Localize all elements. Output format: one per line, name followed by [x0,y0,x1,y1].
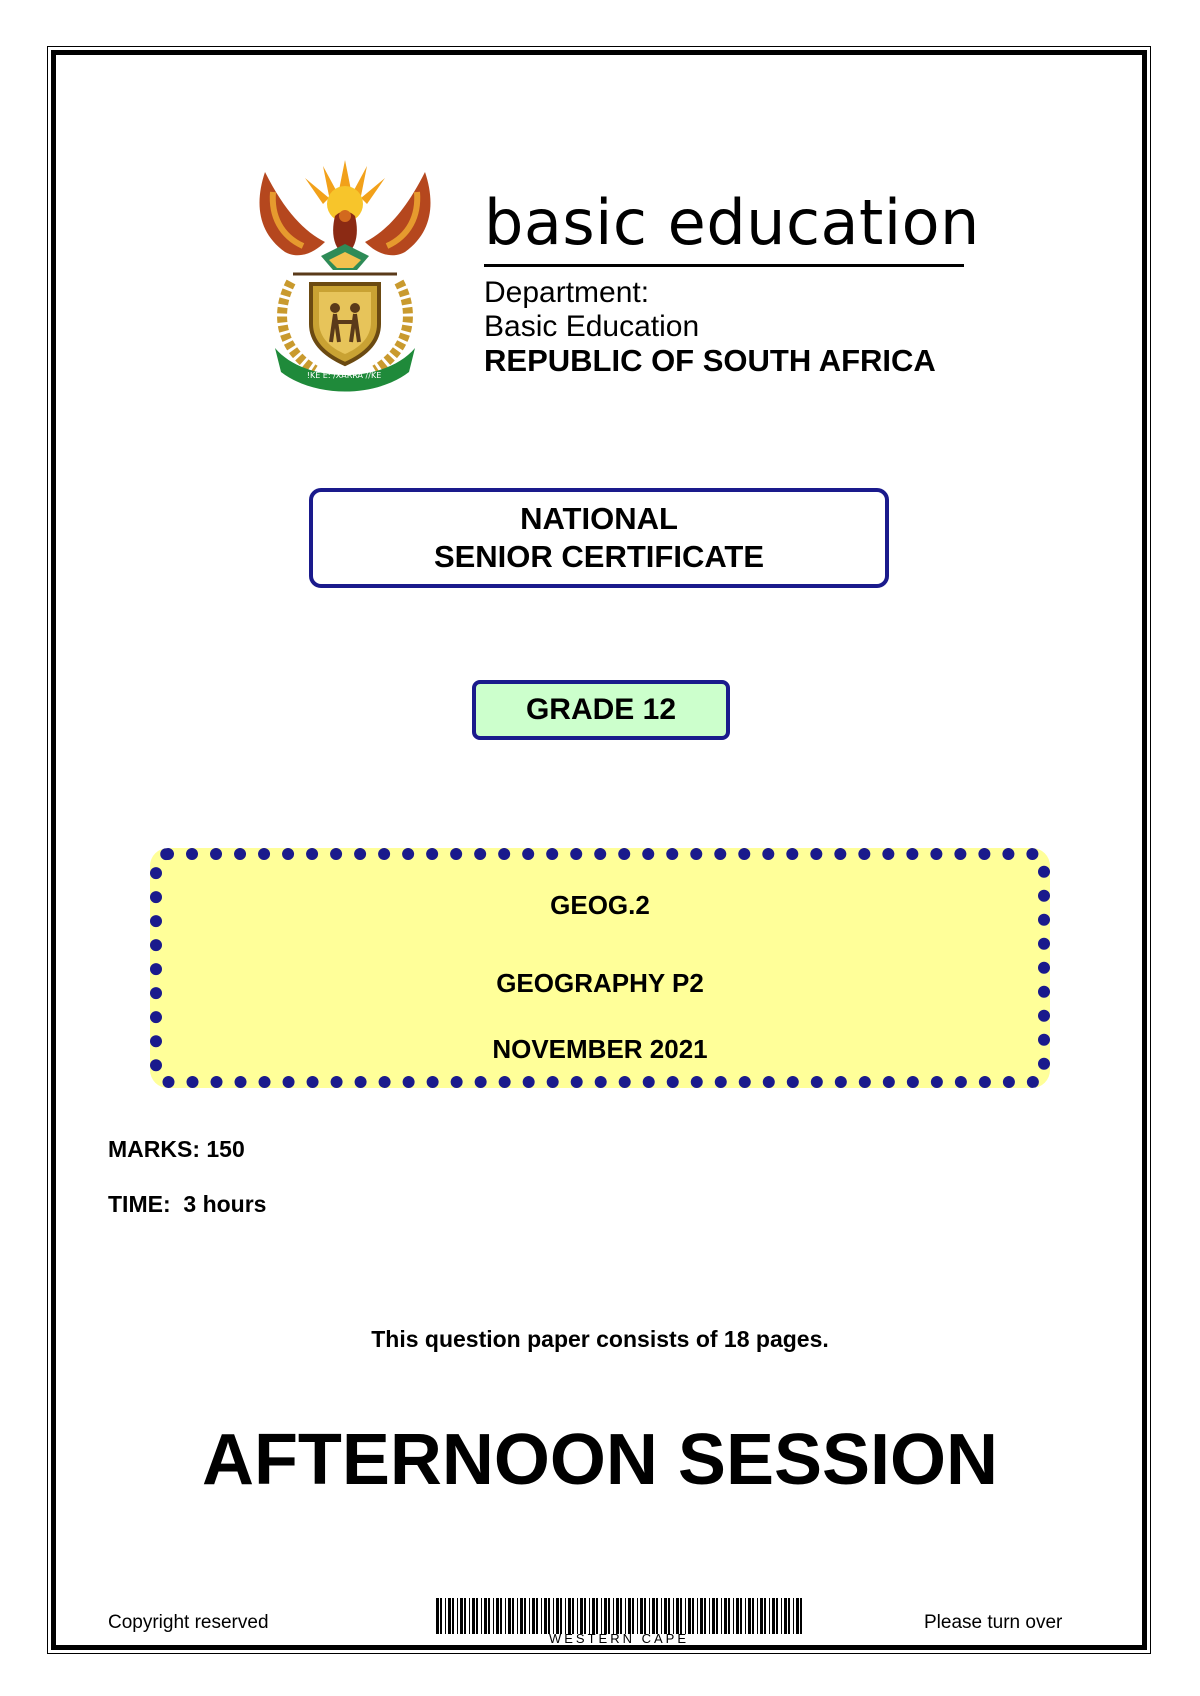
time-row [108,1193,266,1216]
turn-over-text: Please turn over [924,1612,1063,1633]
barcode [436,1598,802,1634]
subject-box [150,848,1050,1088]
exam-date: NOVEMBER 2021 [492,1034,708,1064]
grade-box [472,680,730,740]
country-name: REPUBLIC OF SOUTH AFRICA [484,343,936,378]
department-label: Department: [484,276,650,309]
coat-of-arms-logo [245,152,445,392]
certificate-line-1: NATIONAL [520,501,678,536]
certificate-box [309,488,889,588]
subject-name: GEOGRAPHY P2 [496,968,704,998]
brand-title: basic education [484,186,980,259]
copyright-text: Copyright reserved [108,1612,269,1633]
time-value: 3 hours [183,1191,267,1217]
time-label: TIME: [108,1191,171,1217]
session-title: AFTERNOON SESSION [201,1420,999,1500]
brand-divider [484,264,964,267]
grade-label: GRADE 12 [525,693,677,726]
certificate-line-2: SENIOR CERTIFICATE [433,539,765,574]
marks-row [108,1138,245,1161]
barcode-caption: WESTERN CAPE [548,1631,689,1646]
department-name: Basic Education [484,310,700,343]
page-count-note: This question paper consists of 18 pages. [371,1326,829,1352]
marks-label: MARKS: [108,1136,200,1162]
subject-code: GEOG.2 [550,890,650,920]
motto-text: !KE E: /XARRA //KE [306,371,382,380]
marks-value: 150 [206,1136,245,1162]
